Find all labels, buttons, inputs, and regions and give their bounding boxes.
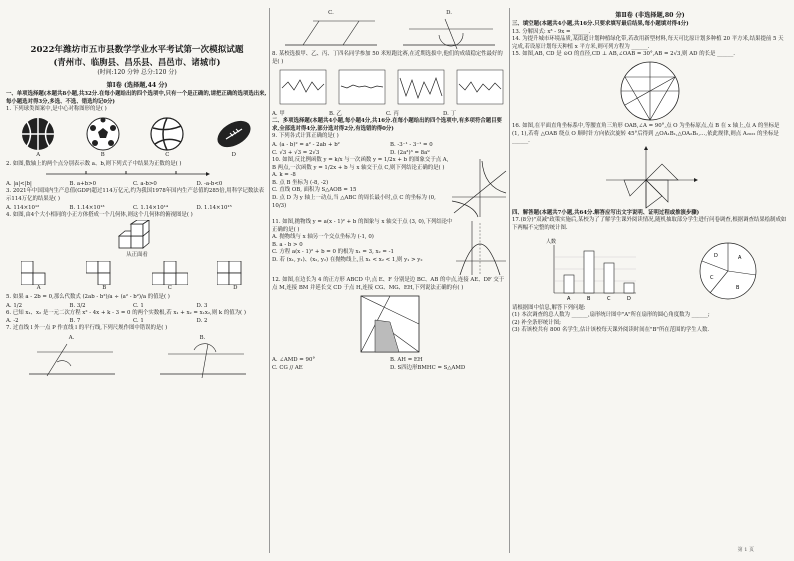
rugby-ball-icon (214, 116, 254, 152)
question-9: 9. 下列各式计算正确的是( ) (272, 133, 339, 140)
question-15: 15. 如图,AB, CD 是 ⊙O 的直径,CD ⊥ AB,∠OAB = 30°,AB = 2√3,则 AD 的长是 ______. (512, 51, 735, 58)
chart-bar (564, 275, 574, 293)
question-3: 3. 2021年中国国内生产总值(GDP)超过114万亿元,约为我国1978年国内生产总值的285倍,用科学记数法表示114万亿的结果是( ) (6, 188, 265, 202)
q8-options: A. 甲 B. 乙 C. 丙 D. 丁 (272, 111, 456, 118)
question-2: 2. 如图,数轴上的两个点分别表示数 a、b,则下列式子中结果为正数的是( ) (6, 160, 182, 167)
column-divider (269, 8, 270, 553)
svg-text:A: A (738, 254, 742, 261)
section3-instructions: 三、填空题(本题共4小题,共16分.只要求填写最后结果,每小题填对得4分) (512, 21, 689, 27)
square-geometry-diagram (353, 292, 427, 356)
q1-option-d: D (214, 116, 254, 159)
q7-option-d: D. (401, 10, 497, 49)
question-5: 5. 如果 a - 2b = 0,那么代数式 (2ab - b²)/a ÷ (a² - b²)/a 的值是( ) (6, 294, 170, 301)
chart-bar (584, 251, 594, 293)
exam-title: 2022年潍坊市五市县数学学业水平考试第一次模拟试题 (30, 45, 244, 55)
column-1 (6, 8, 268, 553)
score-line-chart (276, 68, 328, 108)
q7-options-ab (6, 335, 268, 378)
cube-stack-diagram (107, 220, 167, 252)
reading-time-bar-chart (540, 235, 640, 303)
section1-instructions: 一、单项选择题(本题共8小题,共32分.在每小题给出的四个选项中,只有一个是正确的,请把正确的选项选出来,每小题选对得3分,多选、不选、错选均记0分) (6, 91, 267, 105)
part2-heading: 第Ⅱ卷 (非选择题,80 分) (615, 12, 685, 19)
q17-charts (512, 235, 788, 303)
score-line-chart (453, 68, 505, 108)
column-2 (272, 8, 508, 553)
q2-options: A. |a|<|b| B. a+b>0 C. a-b>0 D. -a-b<0 (6, 181, 223, 188)
part1-heading: 第Ⅰ卷 (选择题,44 分) (106, 82, 168, 89)
reading-time-pie-chart (696, 239, 760, 303)
construction-diagram (27, 342, 117, 378)
coordinate-rotation-diagram (602, 146, 698, 210)
score-line-chart (335, 68, 387, 108)
q5-options: A. 1/2 B. 3/2 C. 1 D. 3 (6, 302, 208, 309)
column-3 (512, 8, 788, 553)
q4-option-c: C (152, 261, 188, 292)
circle-geometry-diagram (615, 59, 685, 123)
basketball-icon (20, 116, 56, 152)
bar-chart-ylabel: 人数 (546, 238, 557, 245)
q7-option-c: C. (283, 10, 379, 49)
question-11: 11. 如图,抛物线 y = a(x - 1)² + b 的图象与 x 轴交于点 (3, 0),下列结论中正确的是( ) (272, 218, 453, 233)
q4-options (6, 261, 268, 292)
q7-option-a: A. (27, 335, 117, 378)
page-number: 第 1 页 (737, 547, 754, 553)
svg-text:D: D (627, 295, 631, 302)
q1-option-b: B (85, 116, 121, 159)
q3-options: A. 114×10¹² B. 1.14×10¹³ C. 1.14×10¹⁴ D. 1.14×10¹⁵ (6, 204, 232, 211)
q7-options-cd (272, 10, 508, 49)
question-12: 12. 如图,在边长为 4 的正方形 ABCD 中,点 E、F 分别是边 BC、AB 的中点,连接 AE、DF 交于点 M,连接 BM 并延长交 CD 于点 H,连接 CG、MG、EH,下列说法正确的有( ) (272, 276, 505, 291)
construction-diagram (283, 17, 379, 49)
q6-options: A. -2 B. 7 C. 1 D. 2 (6, 318, 208, 325)
q11-block: 11. 如图,抛物线 y = a(x - 1)² + b 的图象与 x 轴交于点 (3, 0),下列结论中正确的是( ) A. 抛物线与 x 轴另一个交点坐标为 (-1, 0) B. a - b > 0 C. 方程 a(x - 1)² + b = 0 的根为 x₁ = 3, x₂ = -1 D. 若 (x₁, y₁)、(x₂, y₂) 在抛物线上,且 x₁ < x₂ < 1,则 y₁ > y₂ (272, 219, 508, 277)
question-1: 1. 下列球类图案中,是中心对称图形的是( ) (6, 106, 107, 113)
q1-option-a: A (20, 116, 56, 159)
column-divider (509, 8, 510, 553)
svg-text:A: A (567, 295, 571, 302)
svg-text:D: D (714, 252, 718, 259)
q15-figure (512, 59, 788, 123)
volleyball-icon (149, 116, 185, 152)
question-14: 14. 为提升城市环境品质,某街道计划种植绿化带,若改用新型材料,每天可比原计划多种植 20 平方米,结果提前 5 天完成,若设原计划每天种植 x 平方米,则可列方程为 ______. (512, 36, 784, 50)
q4-option-b: B (86, 261, 122, 292)
q8-line-charts (272, 68, 508, 108)
question-7: 7. 过直线 l 外一点 P 作直线 l 的平行线,下列尺规作图中错误的是( ) (6, 325, 168, 332)
section2-instructions: 二、多项选择题(本题共4小题,每小题4分,共16分.在每小题给出的四个选项中,有多项符合题目要求,全部选对得4分,部分选对得2分,有选错的得0分) (272, 118, 502, 132)
svg-text:C: C (607, 295, 611, 302)
q12-figure (272, 292, 508, 356)
q7-option-b: B. (158, 335, 248, 378)
q17-sub-1: (1) 本次调查的总人数为 ______,扇形统计图中"A"所在扇形的圆心角度数为 ______; (512, 312, 710, 319)
q17-note: 请根据图中信息,解答下列问题: (512, 304, 586, 311)
construction-diagram (158, 342, 248, 378)
q1-option-c: C (149, 116, 185, 159)
q4-caption: 从正面看 (126, 252, 148, 259)
q12-options: A. ∠AMD = 90° B. AH = EH C. CG // AE D. S四边形BMHC = S△AMD (272, 357, 466, 372)
parabola-graph (454, 219, 508, 277)
score-line-chart (394, 68, 446, 108)
construction-diagram (401, 17, 497, 49)
q4-solid-figure (6, 220, 268, 259)
svg-text:B: B (736, 284, 740, 291)
exam-subtitle: (青州市、临朐县、昌乐县、昌邑市、诸城市) (53, 57, 221, 67)
hyperbola-line-graph (450, 157, 508, 219)
question-8: 8. 某校选拔甲、乙、丙、丁四名同学参加 50 米短跑比赛,在近期选拔中,他们的成绩稳定性最好的是( ) (272, 51, 503, 65)
q4-option-a: A (21, 261, 57, 292)
q16-figure (512, 146, 788, 210)
q9-options: A. (a - b)² = a² - 2ab + b² B. -3⁻¹ - 3⁻¹ = 0 C. √3 + √3 = 2√3 D. (2a³)³ = 8a⁹ (272, 141, 433, 156)
exam-meta: (时间:120 分钟 总分:120 分) (97, 69, 177, 76)
q10-block: 10. 如图,反比例函数 y = k/x 与一次函数 y = 1/2x + b 的图象交于点 A, B 两点,一次函数 y = 1/2x + b 与 x 轴交于点 C,则下列结论正确的是( ) A. k = -8 B. 点 B 坐标为 (-8, -2) C. 直线 OB, 面积为 S△AOB = 15 D. 点 D 为 y 轴上一动点,当 △ABC 的周长最小时,点 C 的坐标为 (0, 10/3) (272, 157, 508, 219)
chart-bar (624, 283, 634, 293)
soccer-ball-icon (85, 116, 121, 152)
question-16: 16. 如图,在平面直角坐标系中,等腰直角三角形 OAB,∠A = 90°,点 O 为坐标原点,点 B 在 x 轴上,点 A 的坐标是 (1, 1),若将 △OAB 绕点 O 顺时针方向依次旋转 45°后得到 △OA₁B₁,△OA₂B₂,…,依此规律,则点 A₂₀₂₂ 的坐标是 ______. (512, 122, 780, 145)
q4-option-d: D (217, 261, 253, 292)
q1-figures (6, 116, 268, 159)
number-line (6, 168, 236, 180)
chart-bar (604, 263, 614, 293)
question-17: 17.(8分)"双减"政策实施后,某校为了了解学生课外阅读情况,随机抽取部分学生进行问卷调查,根据调查结果绘制成如下两幅不完整的统计图. (512, 217, 787, 231)
q17-sub-3: (3) 若该校共有 800 名学生,估计该校每天课外阅读时间在"B"所在范围的学生人数. (512, 327, 710, 334)
question-13: 13. 分解因式: x³ - 9x = ______. (512, 28, 591, 35)
svg-text:C: C (710, 274, 714, 281)
q17-sub-2: (2) 补全条形统计图; (512, 319, 561, 326)
question-10: 10. 如图,反比例函数 y = k/x 与一次函数 y = 1/2x + b 的图象交于点 A, B 两点,一次函数 y = 1/2x + b 与 x 轴交于点 C,则下列结论正确的是( ) (272, 156, 449, 171)
section4-instructions: 四、解答题(本题共7小题,共64分.解答应写出文字说明、证明过程或推演步骤) (512, 209, 700, 216)
question-4: 4. 如图,由4个大小相同的小正方体搭成一个几何体,则这个几何体的俯视图是( ) (6, 211, 193, 218)
question-6: 6. 已知 x₁、x₂ 是一元二次方程 x² - 4x + k - 3 = 0 的两个实数根,若 x₁ + x₂ = x₁x₂,则 k 的值为( ) (6, 309, 246, 316)
svg-text:B: B (587, 295, 591, 302)
